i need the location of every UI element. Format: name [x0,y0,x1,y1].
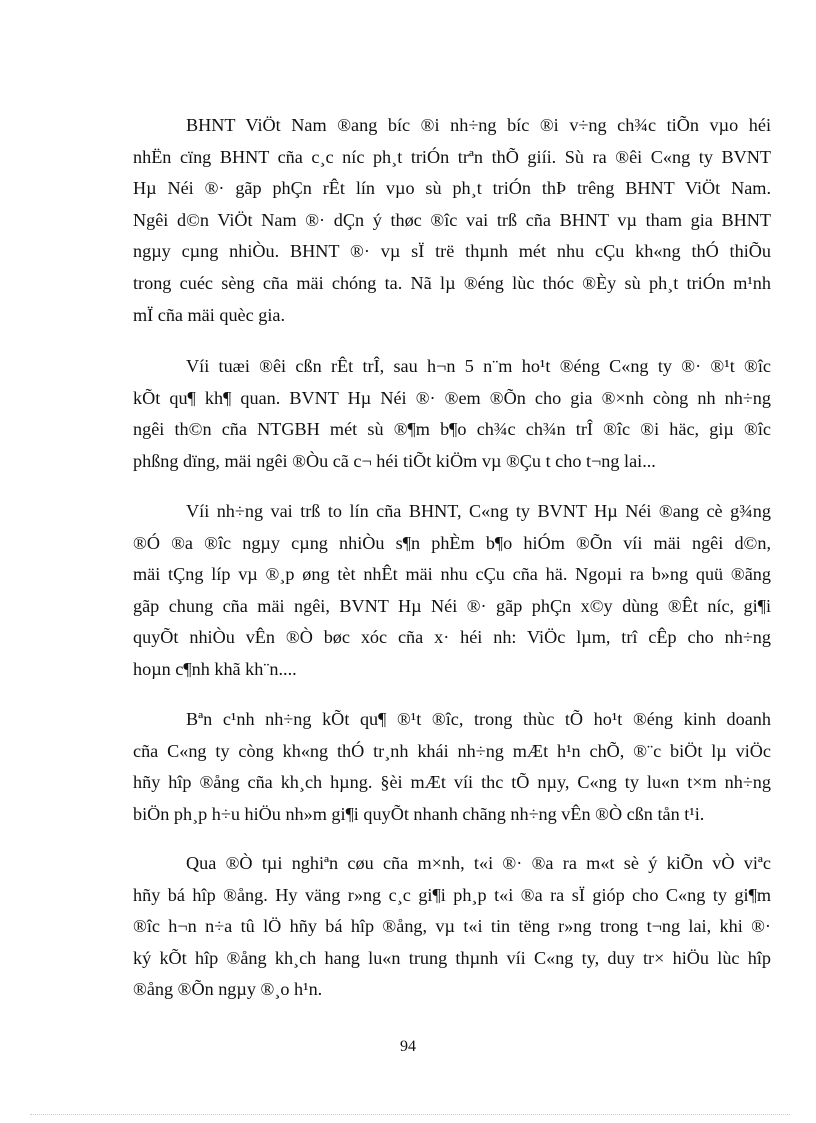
paragraph-line: BHNT ViÖt Nam ®ang bíc ®i nh÷ng bíc ®i v÷ng ch¾c tiÕn vµo héi [186,115,771,135]
paragraph-line: ký kÕt hîp ®ång kh¸ch hang lu«n trung thµnh víi C«ng ty, duy tr× hiÖu lùc hîp [133,947,771,968]
paragraph-line: kÕt qu¶ kh¶ quan. BVNT Hµ Néi ®· ®em ®Õn cho gia ®×nh còng nh nh÷ng [133,387,771,408]
paragraph-3 [133,496,771,686]
paragraph-4 [133,704,771,830]
paragraph-line: ®îc h¬n n÷a tû lÖ hñy bá hîp ®ång, vµ t«i tin tëng r»ng trong t¬ng lai, khi ®· [133,916,771,937]
paragraph-line: gãp chung cña mäi ngêi, BVNT Hµ Néi ®· gãp phÇn x©y dùng ®Êt níc, gi¶i [133,595,771,616]
paragraph-1 [133,110,771,331]
paragraph-2 [133,351,771,477]
paragraph-line: Víi tuæi ®êi cßn rÊt trÎ, sau h¬n 5 n¨m ho¹t ®éng C«ng ty ®· ®¹t ®îc [186,356,771,376]
paragraph-line: ngêi th©n cña NTGBH mét sù ®¶m b¶o ch¾c ch¾n trÎ ®îc ®i häc, giµ ®îc [133,419,771,440]
paragraph-line: Bªn c¹nh nh÷ng kÕt qu¶ ®¹t ®îc, trong thùc tÕ ho¹t ®éng kinh doanh [186,709,771,729]
paragraph-line: mÏ cña mäi quèc gia. [133,304,286,325]
paragraph-line: Qua ®Ò tµi nghiªn cøu cña m×nh, t«i ®· ®a ra m«t sè ý kiÕn vÒ viªc [186,853,771,873]
footer-divider [30,1114,790,1115]
paragraph-line: quyÕt nhiÒu vÊn ®Ò bøc xóc cña x· héi nh: ViÖc lµm, trî cÊp cho nh÷ng [133,627,771,648]
paragraph-line: ngµy cµng nhiÒu. BHNT ®· vµ sÏ trë thµnh mét nhu cÇu kh«ng thÓ thiÕu [133,241,771,262]
paragraph-line: ®ång ®Õn ngµy ®¸o h¹n. [133,979,323,1000]
paragraph-line: Ngêi d©n ViÖt Nam ®· dÇn ý thøc ®îc vai trß cña BHNT vµ tham gia BHNT [133,209,771,230]
paragraph-line: phßng dïng, mäi ngêi ®Òu cã c¬ héi tiÕt kiÖm vµ ®Çu t cho t¬ng lai... [133,450,656,471]
paragraph-line: hñy hîp ®ång cña kh¸ch hµng. §èi mÆt víi thc tÕ nµy, C«ng ty lu«n t×m nh÷ng [133,772,771,793]
paragraph-line: hoµn c¶nh khã kh¨n.... [133,658,297,679]
paragraph-line: nhËn cïng BHNT cña c¸c níc ph¸t triÓn trªn thÕ giíi. Sù ra ®êi C«ng ty BVNT [133,146,771,167]
paragraph-line: trong cuéc sèng cña mäi chóng ta. Nã lµ ®éng lùc thóc ®Èy sù ph¸t triÓn m¹nh [133,272,771,293]
paragraph-line: biÖn ph¸p h÷u hiÖu nh»m gi¶i quyÕt nhanh chãng nh÷ng vÊn ®Ò cßn tån t¹i. [133,803,705,824]
paragraph-line: Hµ Néi ®· gãp phÇn rÊt lín vµo sù ph¸t triÓn thÞ trêng BHNT ViÖt Nam. [133,178,771,199]
paragraph-line: hñy bá hîp ®ång. Hy väng r»ng c¸c gi¶i ph¸p t«i ®a ra sÏ gióp cho C«ng ty gi¶m [133,884,771,905]
paragraph-line: ®Ó ®a ®îc ngµy cµng nhiÒu s¶n phÈm b¶o hiÓm ®Õn víi mäi ngêi d©n, [133,532,771,553]
paragraph-line: mäi tÇng líp vµ ®¸p øng tèt nhÊt mäi nhu cÇu cña hä. Ngoµi ra b»ng quü ®ãng [133,564,771,585]
paragraph-5 [133,848,771,1006]
paragraph-line: Víi nh÷ng vai trß to lín cña BHNT, C«ng ty BVNT Hµ Néi ®ang cè g¾ng [186,501,771,521]
page-number: 94 [400,1038,416,1055]
paragraph-line: cña C«ng ty còng kh«ng thÓ tr¸nh khái nh÷ng mÆt h¹n chÕ, ®¨c biÖt lµ viÖc [133,740,771,761]
